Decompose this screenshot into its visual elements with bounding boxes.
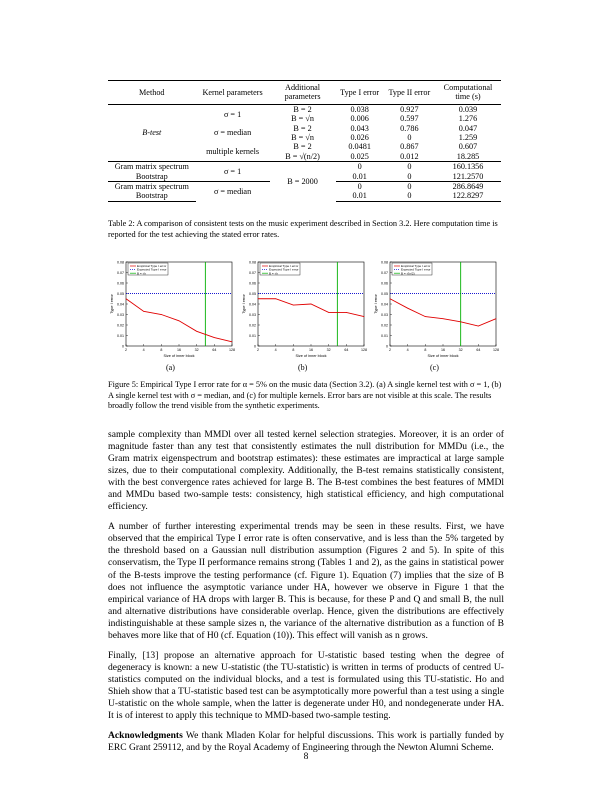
- y-tick-label: 0.08: [117, 260, 124, 265]
- x-tick-label: 16: [309, 348, 313, 352]
- method-bootstrap: Bootstrap: [108, 191, 196, 201]
- data-point: [328, 312, 329, 313]
- col-time: Computational time (s): [435, 81, 501, 105]
- plot-a: [108, 258, 236, 362]
- legend-label: B = √n: [269, 271, 279, 276]
- x-tick-label: 128: [493, 348, 499, 352]
- data-point: [443, 318, 444, 319]
- table-cell: 0.038: [350, 104, 369, 114]
- x-tick-label: 2: [257, 348, 259, 352]
- body-text: [108, 429, 504, 754]
- table-cell: 0: [384, 182, 435, 192]
- table-cell: 121.2570: [452, 171, 484, 181]
- y-tick-label: 0.06: [249, 281, 256, 286]
- shared-param-cell: B = 2000: [270, 162, 336, 202]
- y-tick-label: 0.07: [249, 270, 256, 275]
- kernel-cell: σ = median: [196, 182, 270, 202]
- x-tick-label: 64: [212, 348, 217, 352]
- table-cell: 0.025: [350, 151, 369, 161]
- x-tick-label: 128: [229, 348, 235, 352]
- x-tick-label: 64: [476, 348, 481, 352]
- data-point: [232, 341, 233, 342]
- table-cell: 0.006: [350, 114, 369, 124]
- y-tick-label: 0.05: [381, 291, 388, 296]
- legend-label: Empirical Type I error: [401, 264, 431, 269]
- y-tick-label: 0.04: [381, 302, 388, 307]
- table-cell: 0.039: [458, 104, 478, 114]
- x-tick-label: 4: [274, 348, 277, 352]
- table-cell: 286.8649: [435, 182, 501, 192]
- data-point: [143, 311, 144, 312]
- y-tick-label: 0: [122, 344, 124, 349]
- method-bootstrap: Bootstrap: [135, 171, 168, 181]
- data-point: [346, 312, 347, 313]
- y-axis-label: Type I error: [374, 294, 378, 314]
- x-tick-label: 4: [406, 348, 409, 352]
- table-cell: 0.026: [350, 133, 369, 143]
- kernel-cell: σ = 1: [196, 162, 270, 182]
- table-cell: B = √n: [291, 114, 314, 124]
- x-tick-label: 8: [292, 348, 295, 352]
- kernel-cell: multiple kernels: [206, 147, 260, 157]
- data-point: [214, 337, 215, 338]
- figure-caption: Figure 5: Empirical Type I error rate for α = 5% on the music data (Section 3.2). (a) A single kernel test with σ = 1, (b) A single kernel test with σ = median, and (c) for multiple kernels. Error bars are not visible at this scale. The results broadly follow the trend visible from the synthetic experiments.: [108, 380, 502, 411]
- table-cell: 0.0481: [348, 142, 371, 152]
- x-axis-label: Size of inner block: [163, 354, 195, 358]
- legend-label: B = √n: [137, 271, 147, 276]
- y-tick-label: 0.06: [117, 281, 124, 286]
- table-cell: B = √(n/2): [285, 151, 320, 161]
- data-point: [161, 314, 162, 315]
- x-tick-label: 16: [441, 348, 445, 352]
- table-cell: 0.607: [458, 142, 478, 152]
- y-tick-label: 0.01: [117, 333, 124, 338]
- panel-label-b: (b): [298, 363, 308, 372]
- data-point: [311, 304, 312, 305]
- col-type1: Type I error: [336, 81, 384, 105]
- data-point: [196, 331, 197, 332]
- legend-label: Empirical Type I error: [269, 264, 299, 269]
- results-table: [108, 80, 501, 202]
- table-cell: 122.8297: [435, 191, 501, 201]
- table-cell: 1.259: [458, 133, 478, 143]
- y-tick-label: 0.08: [249, 260, 256, 265]
- data-point: [275, 298, 276, 299]
- col-method: Method: [108, 81, 196, 105]
- data-point: [364, 316, 365, 317]
- y-tick-label: 0: [254, 344, 256, 349]
- legend-label: B = √(n/2): [401, 271, 415, 276]
- data-point: [293, 305, 294, 306]
- table-cell: 0: [384, 162, 435, 172]
- acknowledgments-heading: Acknowledgments: [108, 730, 183, 742]
- x-tick-label: 8: [160, 348, 163, 352]
- paragraph: A number of further interesting experimental trends may be seen in these results. First, we have observed that the empirical Type I error rate is often conservative, and is less than the 5% targeted by the threshold based on a Gaussian null distribution assumption (Figures 2 and 5). In spite of this conservatism, the Type II performance remains strong (Tables 1 and 2), as the gains in statistical power of the B-tests improve the testing performance (cf. Figure 1). Equation (7) implies that the size of B does not influence the asymptotic variance under HA, however we observe in Figure 1 that the empirical variance of HA drops with larger B. This is because, for these P and Q and small B, the null and alternative distributions have considerable overlap. Hence, given the distributions are effectively indistinguishable at these sample sizes n, the variance of the alternative distribution as a function of B behaves more like that of H0 (cf. Equation (10)). This effect will vanish as n grows.: [108, 521, 504, 641]
- data-point: [258, 298, 259, 299]
- y-tick-label: 0.03: [249, 312, 256, 317]
- table-cell: 0.927: [400, 104, 419, 114]
- gram-rows: [108, 162, 501, 202]
- table-cell: 0.047: [458, 123, 478, 133]
- acknowledgments: [108, 730, 504, 754]
- table-cell: 0: [384, 191, 435, 201]
- y-tick-label: 0.04: [249, 302, 256, 307]
- data-point: [425, 316, 426, 317]
- table-cell: 0: [407, 133, 412, 143]
- data-point: [126, 298, 127, 299]
- table-cell: 0.597: [400, 114, 419, 124]
- acknowledgments-text: We thank Mladen Kolar for helpful discussions. This work is partially funded by ERC Grant 259112, and by the Royal Academy of Engineering through the Newton Alumni Scheme.: [108, 730, 505, 754]
- y-tick-label: 0.02: [381, 323, 388, 328]
- y-tick-label: 0: [386, 344, 388, 349]
- y-tick-label: 0.02: [117, 323, 124, 328]
- legend-label: Expected Type I error: [269, 267, 299, 272]
- y-tick-label: 0.04: [117, 302, 124, 307]
- panel-label-c: (c): [430, 363, 439, 372]
- table-cell: B = 2: [293, 142, 312, 152]
- table-cell: 0.012: [400, 151, 419, 161]
- x-tick-label: 2: [389, 348, 391, 352]
- y-tick-label: 0.07: [381, 270, 388, 275]
- x-tick-label: 128: [361, 348, 367, 352]
- col-additional: Additional parameters: [270, 81, 336, 105]
- table-cell: 18.285: [456, 151, 480, 161]
- col-kernel: Kernel parameters: [196, 81, 270, 105]
- x-tick-label: 2: [125, 348, 127, 352]
- table-caption: Table 2: A comparison of consistent tests on the music experiment described in Section 3.2. Here computation time is reported for the test achieving the stated error rates.: [108, 219, 498, 239]
- y-tick-label: 0.01: [381, 333, 388, 338]
- paragraph: Finally, [13] propose an alternative approach for U-statistic based testing when the degree of degeneracy is known: a new U-statistic (the TU-statistic) is written in terms of products of centred U-statistics computed on the individual blocks, and a test is formulated using this TU-statistic. Ho and Shieh show that a TU-statistic based test can be asymptotically more powerful than a test using a single U-statistic on the whole sample, when the latter is degenerate under H0, and nondegenerate under HA. It is of interest to apply this technique to MMD-based two-sample testing.: [108, 649, 504, 722]
- y-tick-label: 0.02: [249, 323, 256, 328]
- y-tick-label: 0.05: [249, 291, 256, 296]
- table-cell: 0.786: [400, 123, 419, 133]
- x-tick-label: 8: [424, 348, 427, 352]
- x-tick-label: 16: [177, 348, 181, 352]
- x-tick-label: 4: [142, 348, 145, 352]
- y-tick-label: 0.08: [381, 260, 388, 265]
- kernel-cell: σ = 1: [223, 109, 242, 119]
- x-tick-label: 32: [458, 348, 463, 352]
- x-tick-label: 64: [344, 348, 349, 352]
- table-cell: 0.867: [400, 142, 419, 152]
- page-number: 8: [303, 752, 309, 762]
- data-point: [460, 322, 461, 323]
- col-type2: Type II error: [384, 81, 435, 105]
- table-cell: 0: [407, 171, 412, 181]
- data-point: [496, 318, 497, 319]
- data-point: [179, 320, 180, 321]
- y-tick-label: 0.01: [249, 333, 256, 338]
- y-tick-label: 0.03: [381, 312, 388, 317]
- table-cell: B = √n: [291, 133, 314, 143]
- table-cell: 1.276: [458, 114, 478, 124]
- btest-rows: [108, 104, 501, 161]
- y-tick-label: 0.05: [117, 291, 124, 296]
- table-cell: 0.043: [350, 123, 369, 133]
- legend-label: Empirical Type I error: [137, 264, 167, 269]
- table-cell: 0: [336, 182, 384, 192]
- data-point: [407, 308, 408, 309]
- paragraph: sample complexity than MMDl over all tested kernel selection strategies. Moreover, it is an order of magnitude faster than any test that consistently estimates the null distribution for MMDu (i.e., the Gram matrix eigenspectrum and bootstrap estimates): these estimates are impractical at large sample sizes, due to their computational complexity. Additionally, the B-test remains statistically consistent, with the best convergence rates achieved for large B. The B-test combines the best features of MMDl and MMDu based two-sample tests: consistency, high statistical efficiency, and high computational efficiency.: [108, 429, 504, 513]
- y-tick-label: 0.07: [117, 270, 124, 275]
- legend-label: Expected Type I error: [401, 267, 431, 272]
- method-gram: Gram matrix spectrum: [108, 182, 196, 192]
- x-axis-label: Size of inner block: [295, 354, 327, 358]
- plot-c: [372, 258, 500, 362]
- table-cell: 0: [336, 162, 384, 172]
- data-point: [478, 326, 479, 327]
- x-axis-label: Size of inner block: [427, 354, 459, 358]
- table-cell: 0.01: [352, 171, 367, 181]
- table-cell: 0.01: [336, 191, 384, 201]
- plot-b: [240, 258, 368, 362]
- y-tick-label: 0.03: [117, 312, 124, 317]
- panel-label-a: (a): [166, 363, 175, 372]
- method-gram: Gram matrix spectrum: [108, 162, 196, 172]
- method-btest: B-test: [142, 128, 162, 138]
- x-tick-label: 32: [326, 348, 331, 352]
- table-cell: B = 2: [293, 104, 312, 114]
- y-axis-label: Type I error: [242, 294, 246, 314]
- x-tick-label: 32: [194, 348, 199, 352]
- y-axis-label: Type I error: [110, 294, 114, 314]
- y-tick-label: 0.06: [381, 281, 388, 286]
- kernel-cell: σ = median: [213, 128, 252, 138]
- legend-label: Expected Type I error: [137, 267, 167, 272]
- data-point: [390, 298, 391, 299]
- table-cell: 160.1356: [435, 162, 501, 172]
- table-cell: B = 2: [293, 123, 312, 133]
